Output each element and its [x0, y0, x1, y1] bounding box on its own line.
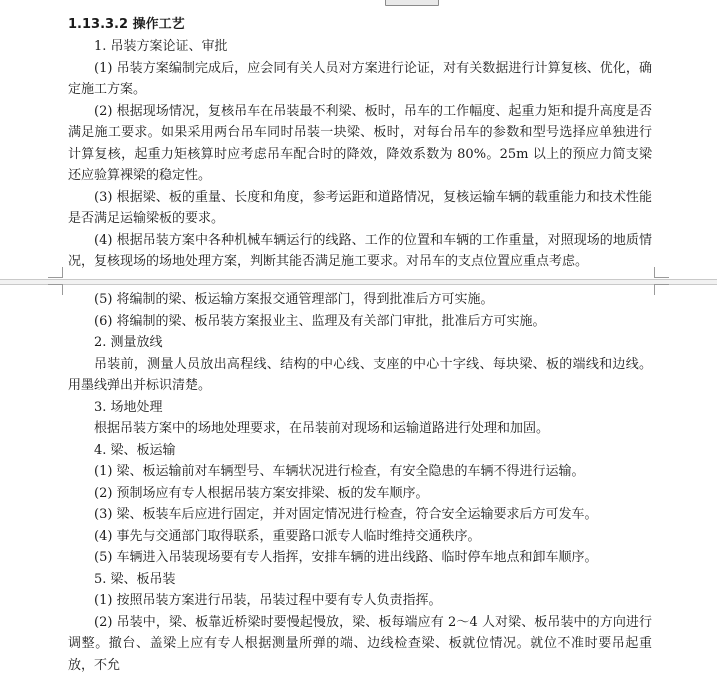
crop-mark-bottom-right: [654, 267, 669, 278]
paragraph: (2) 预制场应有专人根据吊装方案安排梁、板的发车顺序。: [68, 483, 652, 505]
page-1-paragraphs: [68, 36, 652, 273]
paragraph: (2) 根据现场情况，复核吊车在吊装最不利梁、板时，吊车的工作幅度、起重力矩和提升高度是否满足施工要求。如果采用两台吊车同时吊装一块梁、板时，对每台吊车的参数和型号选择应单独进行计算复核，起重力矩核算时应考虑吊车配合时的降效，降效系数为 80%。25m 以上的预应力简支梁还应验算裸梁的稳定性。: [68, 101, 652, 187]
document-page-1: [0, 0, 717, 279]
paragraph: 根据吊装方案中的场地处理要求，在吊装前对现场和运输道路进行处理和加固。: [68, 418, 652, 440]
paragraph: (5) 将编制的梁、板运输方案报交通管理部门，得到批准后方可实施。: [68, 289, 652, 311]
page-2-content: [68, 289, 652, 676]
subsection-heading: 5. 梁、板吊装: [68, 569, 652, 591]
paragraph: (1) 吊装方案编制完成后，应会同有关人员对方案进行论证，对有关数据进行计算复核、优化，确定施工方案。: [68, 58, 652, 101]
subsection-heading: 3. 场地处理: [68, 397, 652, 419]
crop-mark-bottom-left: [48, 267, 63, 278]
paragraph: (4) 事先与交通部门取得联系，重要路口派专人临时维持交通秩序。: [68, 526, 652, 548]
page-1-content: [68, 14, 652, 273]
subsection-heading: 2. 测量放线: [68, 332, 652, 354]
section-heading: 1.13.3.2 操作工艺: [68, 14, 652, 36]
paragraph: (5) 车辆进入吊装现场要有专人指挥，安排车辆的进出线路、临时停车地点和卸车顺序。: [68, 547, 652, 569]
paragraph: (1) 按照吊装方案进行吊装，吊装过程中要有专人负责指挥。: [68, 590, 652, 612]
paragraph: (2) 吊装中，梁、板靠近桥梁时要慢起慢放，梁、板每端应有 2～4 人对梁、板吊装中的方向进行调整。撤台、盖梁上应有专人根据测量所弹的端、边线检查梁、板就位情况。就位不准时要吊起重放，不允: [68, 612, 652, 676]
page-2-paragraphs: [68, 289, 652, 676]
paragraph: (4) 根据吊装方案中各种机械车辆运行的线路、工作的位置和车辆的工作重量，对照现场的地质情况，复核现场的场地处理方案，判断其能否满足施工要求。对吊车的支点位置应重点考虑。: [68, 230, 652, 273]
subsection-heading: 4. 梁、板运输: [68, 440, 652, 462]
paragraph: 吊装前，测量人员放出高程线、结构的中心线、支座的中心十字线、每块梁、板的端线和边线。用墨线弹出并标识清楚。: [68, 354, 652, 397]
paragraph: (1) 梁、板运输前对车辆型号、车辆状况进行检查，有安全隐患的车辆不得进行运输。: [68, 461, 652, 483]
document-page-2: [0, 283, 717, 650]
subsection-heading: 1. 吊装方案论证、审批: [68, 36, 652, 58]
paragraph: (3) 根据梁、板的重量、长度和角度，参考运距和道路情况，复核运输车辆的载重能力和技术性能是否满足运输梁板的要求。: [68, 187, 652, 230]
paragraph: (3) 梁、板装车后应进行固定，并对固定情况进行检查，符合安全运输要求后方可发车。: [68, 504, 652, 526]
paragraph: (6) 将编制的梁、板吊装方案报业主、监理及有关部门审批，批准后方可实施。: [68, 311, 652, 333]
